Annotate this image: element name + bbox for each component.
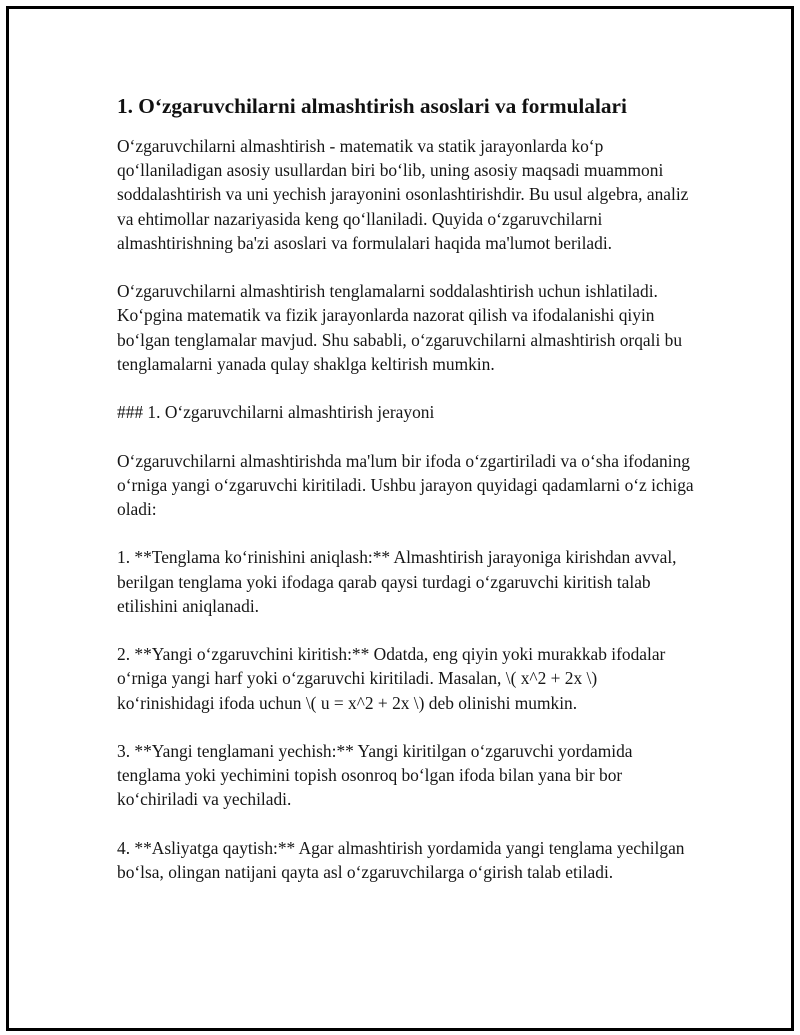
intro-paragraph: O‘zgaruvchilarni almashtirish - matematik va statik jarayonlarda ko‘p qo‘llaniladigan asosiy usullardan biri bo‘lib, uning asosiy maqsadi muammoni soddalashtirish va uni yechish jarayonini osonlashtirishdir. Bu usul algebra, analiz va ehtimollar nazariyasida keng qo‘llaniladi. Quyida o‘zgaruvchilarni almashtirishning ba'zi asoslari va formulalari haqida ma'lumot beriladi. [117, 136, 689, 253]
step-1-paragraph: 1. **Tenglama ko‘rinishini aniqlash:** Almashtirish jarayoniga kirishdan avval, berilgan tenglama yoki ifodaga qarab qaysi turdagi o‘zgaruvchi kiritish talab etilishini aniqlanadi. [117, 547, 677, 616]
subheading-paragraph: ### 1. O‘zgaruvchilarni almashtirish jerayoni [117, 402, 435, 423]
step-3-paragraph: 3. **Yangi tenglamani yechish:** Yangi kiritilgan o‘zgaruvchi yordamida tenglama yoki yechimini topish osonroq bo‘lgan ifoda bilan yana bir bor ko‘chiriladi va yechiladi. [117, 740, 633, 810]
step-4-paragraph: 4. **Asliyatga qaytish:** Agar almashtirish yordamida yangi tenglama yechilgan bo‘lsa, olingan natijani qayta asl o‘zgaruvchilarga o‘girish talab etiladi. [117, 837, 685, 882]
usage-paragraph: O‘zgaruvchilarni almashtirish tenglamalarni soddalashtirish uchun ishlatiladi. Ko‘pgina matematik va fizik jarayonlarda nazorat qilish va ifodalanishi qiyin bo‘lgan tenglamalar mavjud. Shu sababli, o‘zgaruvchilarni almashtirish orqali bu tenglamalarni yanada qulay shaklga keltirish mumkin. [117, 281, 683, 374]
document-body [117, 92, 697, 884]
step-2-paragraph: 2. **Yangi o‘zgaruvchini kiritish:** Odatda, eng qiyin yoki murakkab ifodalar o‘rniga yangi harf yoki o‘zgaruvchi kiritiladi. Masalan, \( x^2 + 2x \) ko‘rinishidagi ifoda uchun \( u = x^2 + 2x \) deb olinishi mumkin. [117, 644, 666, 713]
section-heading: 1. O‘zgaruvchilarni almashtirish asoslari va formulalari [117, 94, 627, 118]
process-paragraph: O‘zgaruvchilarni almashtirishda ma'lum bir ifoda o‘zgartiriladi va o‘sha ifodaning o‘rniga yangi o‘zgaruvchi kiritiladi. Ushbu jarayon quyidagi qadamlarni o‘z ichiga oladi: [117, 450, 694, 519]
